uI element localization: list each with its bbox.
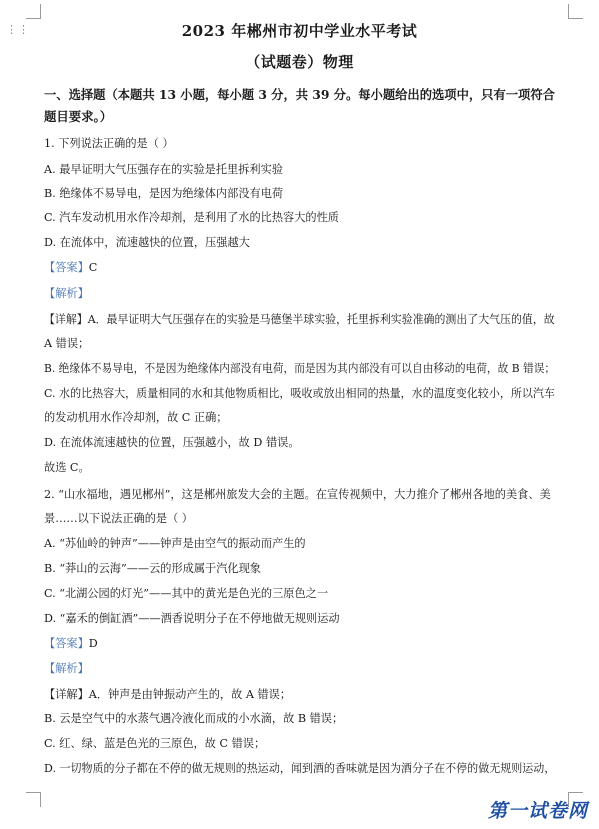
answer-value: C <box>88 261 98 274</box>
question-1-option-b: B. 绝缘体不易导电，是因为绝缘体内部没有电荷 <box>44 187 284 200</box>
page-corner-mark-top-left <box>26 4 41 19</box>
question-2-analysis-label: 【解析】 <box>44 662 89 675</box>
question-2-detail-line: D. 一切物质的分子都在不停的做无规则的热运动，闻到酒的香味就是因为酒分子在不停的做无规则运动， <box>44 762 556 775</box>
question-2-option-c: C. “北湖公园的灯光”——其中的黄光是色光的三原色之一 <box>44 587 329 600</box>
question-1-detail-line: 的发动机用水作冷却剂，故 C 正确； <box>44 411 228 424</box>
question-2-option-d: D. “嘉禾的倒缸酒”——酒香说明分子在不停地做无规则运动 <box>44 612 340 625</box>
question-2-stem: 2. “山水福地，遇见郴州”，这是郴州旅发大会的主题。在宣传视频中，大力推介了郴州各地的美食、美 <box>44 488 551 501</box>
detail-text: A．最早证明大气压强存在的实验是马德堡半球实验，托里拆利实验准确的测出了大气压的值，故 <box>87 313 555 326</box>
question-2-detail-line <box>44 688 291 702</box>
answer-label: 【答案】 <box>44 261 89 274</box>
question-1-detail-line: A 错误； <box>44 337 90 350</box>
detail-label: 【详解】 <box>44 688 89 701</box>
page-corner-mark-bottom-left <box>26 792 41 807</box>
question-1-detail-line: B. 绝缘体不易导电，不是因为绝缘体内部没有电荷，而是因为其内部没有可以自由移动的电荷，故 B 错误； <box>44 362 556 375</box>
question-1-conclusion: 故选 C。 <box>44 461 90 474</box>
answer-value: D <box>88 637 98 650</box>
question-1-option-c: C. 汽车发动机用水作冷却剂，是利用了水的比热容大的性质 <box>44 211 339 224</box>
question-1-stem: 1. 下列说法正确的是（ ） <box>44 137 174 150</box>
exam-subtitle: （试题卷）物理 <box>245 53 354 71</box>
question-1-option-a: A. 最早证明大气压强存在的实验是托里拆利实验 <box>44 163 283 176</box>
question-2-stem-cont: 景……以下说法正确的是（ ） <box>44 512 193 525</box>
answer-label: 【答案】 <box>44 637 89 650</box>
question-2-detail-line: C. 红、绿、蓝是色光的三原色，故 C 错误； <box>44 737 266 750</box>
question-1-answer <box>44 261 97 275</box>
detail-text: A．钟声是由钟振动产生的，故 A 错误； <box>88 688 292 701</box>
section-heading: 一、选择题（本题共 13 小题，每小题 3 分，共 39 分。每小题给出的选项中，只有一项符合 <box>44 87 555 102</box>
question-2-answer <box>44 637 98 651</box>
page-corner-mark-top-right <box>568 4 583 19</box>
drag-handle-icon[interactable]: ⋮⋮ <box>6 23 30 36</box>
question-1-option-d: D. 在流体中，流速越快的位置，压强越大 <box>44 236 250 249</box>
question-1-detail-line: C. 水的比热容大，质量相同的水和其他物质相比，吸收或放出相同的热量，水的温度变化较小，所以汽车 <box>44 387 555 400</box>
question-2-option-a: A. “苏仙岭的钟声”——钟声是由空气的振动而产生的 <box>44 537 306 550</box>
exam-title: 2023 年郴州市初中学业水平考试 <box>181 22 418 40</box>
section-heading-cont: 题目要求。） <box>44 109 113 124</box>
question-2-option-b: B. “莽山的云海”——云的形成属于汽化现象 <box>44 562 261 575</box>
question-1-detail-line <box>44 313 555 327</box>
site-watermark-logo: 第一试卷网 <box>488 800 589 822</box>
question-2-detail-line: B. 云是空气中的水蒸气遇冷液化而成的小水滴，故 B 错误； <box>44 712 344 725</box>
question-1-analysis-label: 【解析】 <box>44 287 89 300</box>
question-1-detail-line: D. 在流体流速越快的位置，压强越小，故 D 错误。 <box>44 436 300 449</box>
detail-label: 【详解】 <box>44 313 88 326</box>
